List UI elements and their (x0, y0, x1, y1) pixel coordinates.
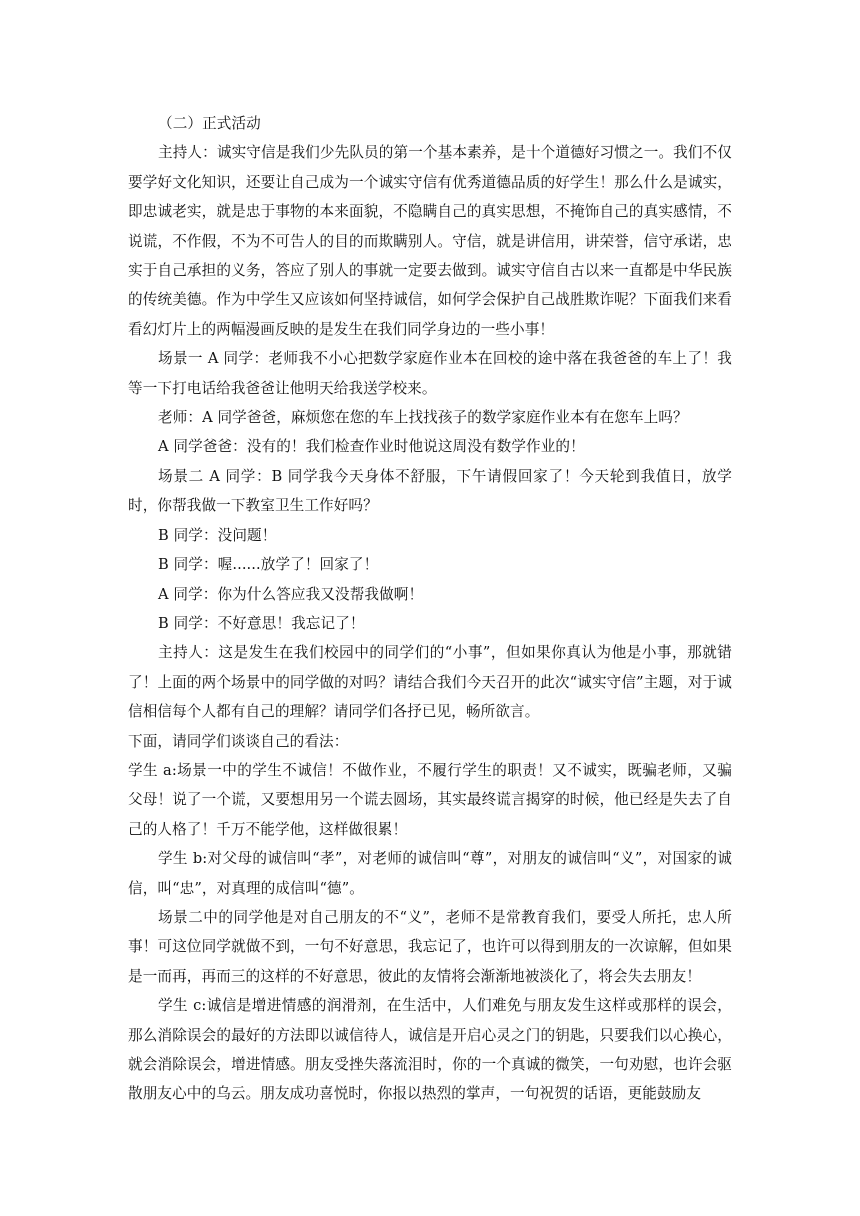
scene-one-paragraph: 场景一 A 同学：老师我不小心把数学家庭作业本在回校的途中落在我爸爸的车上了！我等一下打电话给我爸爸让他明天给我送学校来。 (128, 350, 732, 397)
parent-line: A 同学爸爸：没有的！我们检查作业时他说这周没有数学作业的！ (158, 438, 585, 456)
document-body (128, 109, 732, 1109)
host-question-paragraph: 主持人：这是发生在我们校园中的同学们的“小事”，但如果你真认为他是小事，那就错了！上面的两个场景中的同学做的对吗？请结合我们今天召开的此次“诚实守信”主题，对于诚信相信每个人都有自己的理解？请同学们各抒已见，畅所欲言。 (128, 644, 732, 721)
student-c-paragraph: 学生 c:诚信是增进情感的润滑剂，在生活中，人们难免与朋友发生这样或那样的误会，那么消除误会的最好的方法即以诚信待人，诚信是开启心灵之门的钥匙，只要我们以心换心，就会消除误会，增进情感。朋友受挫失落流泪时，你的一个真诚的微笑，一句劝慰，也许会驱散朋友心中的乌云。朋友成功喜悦时，你报以热烈的掌声，一句祝贺的话语，更能鼓励友 (128, 997, 732, 1103)
host-intro-paragraph: 主持人：诚实守信是我们少先队员的第一个基本素养，是十个道德好习惯之一。我们不仅要学好文化知识，还要让自己成为一个诚实守信有优秀道德品质的好学生！那么什么是诚实，即忠诚老实，就是忠于事物的本来面貌，不隐瞒自己的真实思想，不掩饰自己的真实感情，不说谎，不作假，不为不可告人的目的而欺瞒别人。守信，就是讲信用，讲荣誉，信守承诺，忠实于自己承担的义务，答应了别人的事就一定要去做到。诚实守信自古以来一直都是中华民族的传统美德。作为中学生又应该如何坚持诚信，如何学会保护自己战胜欺诈呢？下面我们来看看幻灯片上的两幅漫画反映的是发生在我们同学身边的一些小事！ (128, 144, 732, 338)
student-b-paragraph: 学生 b:对父母的诚信叫“孝”，对老师的诚信叫“尊”，对朋友的诚信叫“义”，对国家的诚信，叫“忠”，对真理的成信叫“德”。 (128, 850, 732, 897)
teacher-line: 老师：A 同学爸爸，麻烦您在您的车上找找孩子的数学家庭作业本有在您车上吗？ (158, 409, 688, 427)
dialogue-line: B 同学：不好意思！我忘记了！ (158, 614, 365, 632)
dialogue-line: B 同学：没问题！ (158, 526, 277, 544)
student-a-paragraph: 学生 a:场景一中的学生不诚信！不做作业，不履行学生的职责！又不诚实，既骗老师，又骗父母！说了一个谎，又要想用另一个谎去圆场，其实最终谎言揭穿的时候，他已经是失去了自己的人格了！千万不能学他，这样做很累！ (128, 761, 732, 838)
dialogue-line: B 同学：喔......放学了！回家了！ (158, 556, 379, 574)
scene-two-paragraph: 场景二 A 同学：B 同学我今天身体不舒服，下午请假回家了！今天轮到我值日，放学时，你帮我做一下教室卫生工作好吗？ (128, 467, 732, 515)
dialogue-line: A 同学：你为什么答应我又没帮我做啊！ (158, 585, 424, 603)
section-heading: （二）正式活动 (158, 115, 261, 132)
discussion-intro: 下面，请同学们谈谈自己的看法： (128, 732, 349, 750)
scene-two-comment-paragraph: 场景二中的同学他是对自己朋友的不“义”，老师不是常教育我们，要受人所托，忠人所事！可这位同学就做不到，一句不好意思，我忘记了，也许可以得到朋友的一次谅解，但如果是一而再，再而三的这样的不好意思，彼此的友情将会渐渐地被淡化了，将会失去朋友！ (128, 908, 732, 985)
